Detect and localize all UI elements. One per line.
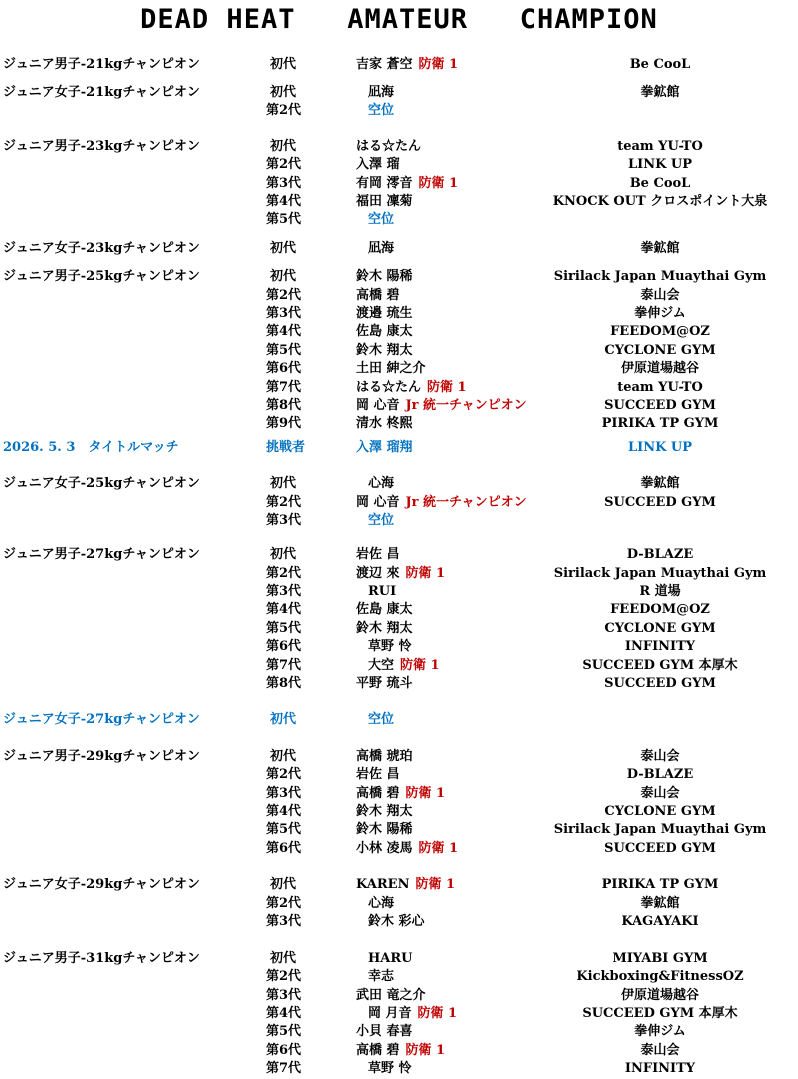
generation: 第4代 <box>266 324 302 339</box>
champion-entry <box>368 711 394 729</box>
champion-name: 心海 <box>368 896 395 911</box>
champion-row <box>0 1023 798 1041</box>
champion-name: RUI <box>368 584 397 599</box>
champion-name: 心海 <box>368 476 395 491</box>
champion-row <box>0 876 798 894</box>
champion-row <box>0 950 798 968</box>
champion-name: 凪海 <box>368 241 395 256</box>
generation: 初代 <box>270 139 297 154</box>
champion-entry <box>356 323 413 341</box>
weight-class: ジュニア男子-25kgチャンピオン <box>3 269 200 284</box>
champion-entry <box>356 821 413 839</box>
champion-row <box>0 240 798 258</box>
defense-note: Jr 統一チャンピオン <box>405 398 527 413</box>
page-title: DEAD HEAT AMATEUR CHAMPION <box>140 4 658 35</box>
gym-name: PIRIKA TP GYM <box>601 877 719 892</box>
champion-row <box>0 512 798 530</box>
generation: 第4代 <box>266 804 302 819</box>
gym-name: PIRIKA TP GYM <box>601 416 719 431</box>
gym-name: FEEDOM@OZ <box>610 324 710 339</box>
weight-class: ジュニア女子-21kgチャンピオン <box>3 85 200 100</box>
champion-entry <box>356 56 458 74</box>
generation: 初代 <box>270 877 297 892</box>
champion-name: 鈴木 翔太 <box>356 621 413 636</box>
champion-name: 土田 紳之介 <box>356 361 426 376</box>
champion-row <box>0 193 798 211</box>
generation: 第2代 <box>266 103 302 118</box>
champion-entry <box>356 546 400 564</box>
champion-name: 佐島 康太 <box>356 602 413 617</box>
champion-row <box>0 748 798 766</box>
gym-name: KAGAYAKI <box>621 914 699 929</box>
champion-row <box>0 342 798 360</box>
champion-name: 鈴木 彩心 <box>368 914 425 929</box>
champion-row <box>0 360 798 378</box>
champion-name: 吉家 蒼空 <box>356 57 413 72</box>
gym-name: SUCCEED GYM <box>604 676 716 691</box>
champion-entry <box>368 895 394 913</box>
champion-entry <box>356 675 413 693</box>
gym-name: FEEDOM@OZ <box>610 602 710 617</box>
champion-entry <box>356 287 400 305</box>
weight-class: ジュニア男子-21kgチャンピオン <box>3 57 200 72</box>
weight-class: ジュニア女子-23kgチャンピオン <box>3 241 200 256</box>
gym-name: SUCCEED GYM <box>604 841 716 856</box>
gym-name: 拳鉱館 <box>640 476 680 491</box>
champion-row <box>0 156 798 174</box>
generation: 初代 <box>270 269 297 284</box>
champion-row <box>0 657 798 675</box>
champion-name: 草野 怜 <box>368 639 412 654</box>
gym-name: Sirilack Japan Muaythai Gym <box>553 822 767 837</box>
champion-row <box>0 968 798 986</box>
generation: 第4代 <box>266 602 302 617</box>
champion-name: 入澤 瑠翔 <box>356 440 413 455</box>
gym-name: 泰山会 <box>640 749 680 764</box>
gym-name: Sirilack Japan Muaythai Gym <box>553 566 767 581</box>
champion-name: 有岡 澪音 <box>356 176 413 191</box>
champion-entry <box>368 1005 457 1023</box>
champion-row <box>0 821 798 839</box>
generation: 第2代 <box>266 157 302 172</box>
generation: 初代 <box>270 476 297 491</box>
champion-row <box>0 323 798 341</box>
champion-row <box>0 840 798 858</box>
generation: 初代 <box>270 547 297 562</box>
generation: 第6代 <box>266 639 302 654</box>
champion-entry <box>368 638 412 656</box>
champion-name: 岩佐 昌 <box>356 767 400 782</box>
generation: 第2代 <box>266 495 302 510</box>
defense-note: 防衛 1 <box>415 877 456 892</box>
champion-row <box>0 439 798 457</box>
gym-name: Kickboxing&FitnessOZ <box>576 969 744 984</box>
champion-row <box>0 620 798 638</box>
defense-note: 防衛 1 <box>427 380 467 395</box>
champion-name: 武田 竜之介 <box>356 988 426 1003</box>
champion-name: 空位 <box>368 513 395 528</box>
champion-name: KAREN <box>356 877 410 892</box>
champion-name: 入澤 瑠 <box>356 157 400 172</box>
generation: 第3代 <box>266 176 302 191</box>
champion-entry <box>356 439 413 457</box>
generation: 初代 <box>270 749 297 764</box>
gym-name: 泰山会 <box>640 288 680 303</box>
champion-name: HARU <box>368 951 413 966</box>
champion-name: 岡 月音 <box>368 1006 412 1021</box>
generation: 初代 <box>270 85 297 100</box>
champion-entry <box>368 968 394 986</box>
generation: 第6代 <box>266 841 302 856</box>
generation: 第7代 <box>266 1061 302 1076</box>
champion-entry <box>356 397 527 415</box>
generation: 第5代 <box>266 822 302 837</box>
champion-row <box>0 175 798 193</box>
generation: 第4代 <box>266 194 302 209</box>
champion-entry <box>356 1042 445 1060</box>
champion-entry <box>368 512 394 530</box>
champion-entry <box>356 766 400 784</box>
defense-note: 防衛 1 <box>418 57 459 72</box>
champion-entry <box>368 950 413 968</box>
champion-entry <box>356 494 527 512</box>
champion-entry <box>368 211 394 229</box>
gym-name: LINK UP <box>627 157 693 172</box>
champion-name: 鈴木 翔太 <box>356 804 413 819</box>
champion-name: 鈴木 陽稀 <box>356 822 413 837</box>
champion-entry <box>368 102 394 120</box>
champion-name: 渡辺 來 <box>356 566 400 581</box>
champion-row <box>0 56 798 74</box>
champion-row <box>0 287 798 305</box>
weight-class: 2026. 5. 3 タイトルマッチ <box>3 440 179 455</box>
champion-name: 大空 <box>368 658 395 673</box>
champion-row <box>0 305 798 323</box>
weight-class: ジュニア男子-31kgチャンピオン <box>3 951 200 966</box>
defense-note: 防衛 1 <box>405 786 446 801</box>
generation: 第5代 <box>266 1024 302 1039</box>
generation: 初代 <box>270 712 297 727</box>
defense-note: 防衛 1 <box>418 841 459 856</box>
gym-name: Be CooL <box>629 176 691 191</box>
generation: 第2代 <box>266 896 302 911</box>
champion-name: はる☆たん <box>356 139 422 154</box>
champion-name: 渡邉 琉生 <box>356 306 413 321</box>
generation: 第5代 <box>266 343 302 358</box>
defense-note: 防衛 1 <box>405 566 446 581</box>
gym-name: 拳鉱館 <box>640 241 680 256</box>
champion-name: 高橋 碧 <box>356 786 400 801</box>
champion-entry <box>356 876 455 894</box>
champion-row <box>0 211 798 229</box>
gym-name: R 道場 <box>639 584 681 599</box>
champion-entry <box>368 657 440 675</box>
generation: 挑戦者 <box>266 440 306 455</box>
champion-name: 鈴木 陽稀 <box>356 269 413 284</box>
generation: 第6代 <box>266 1043 302 1058</box>
champion-name: 草野 怜 <box>368 1061 412 1076</box>
generation: 第9代 <box>266 416 302 431</box>
gym-name: team YU-TO <box>617 380 703 395</box>
champion-entry <box>356 785 445 803</box>
champion-name: 岩佐 昌 <box>356 547 400 562</box>
champion-row <box>0 102 798 120</box>
champion-row <box>0 766 798 784</box>
champion-row <box>0 565 798 583</box>
gym-name: MIYABI GYM <box>612 951 708 966</box>
champion-row <box>0 268 798 286</box>
champion-entry <box>356 379 467 397</box>
generation: 第7代 <box>266 380 302 395</box>
champion-entry <box>356 342 413 360</box>
champion-name: 小林 凌馬 <box>356 841 413 856</box>
gym-name: D-BLAZE <box>626 547 694 562</box>
champion-entry <box>356 987 426 1005</box>
champion-entry <box>356 748 413 766</box>
generation: 第4代 <box>266 1006 302 1021</box>
generation: 初代 <box>270 951 297 966</box>
generation: 第7代 <box>266 658 302 673</box>
generation: 第6代 <box>266 361 302 376</box>
generation: 初代 <box>270 57 297 72</box>
gym-name: 拳鉱館 <box>640 85 680 100</box>
champion-entry <box>368 1060 412 1078</box>
gym-name: INFINITY <box>624 1061 696 1076</box>
generation: 第3代 <box>266 513 302 528</box>
champion-row <box>0 987 798 1005</box>
champion-entry <box>356 840 458 858</box>
generation: 初代 <box>270 241 297 256</box>
champion-entry <box>368 913 425 931</box>
champion-name: 空位 <box>368 103 395 118</box>
generation: 第3代 <box>266 306 302 321</box>
champion-row <box>0 546 798 564</box>
champion-name: 小貝 春喜 <box>356 1024 413 1039</box>
champion-entry <box>368 583 396 601</box>
gym-name: CYCLONE GYM <box>604 621 716 636</box>
champion-entry <box>368 240 394 258</box>
champion-entry <box>356 1023 413 1041</box>
gym-name: SUCCEED GYM <box>604 495 716 510</box>
champion-row <box>0 1005 798 1023</box>
generation: 第2代 <box>266 566 302 581</box>
gym-name: SUCCEED GYM <box>604 398 716 413</box>
weight-class: ジュニア男子-27kgチャンピオン <box>3 547 200 562</box>
champion-entry <box>368 84 394 102</box>
champion-name: 岡 心音 <box>356 398 400 413</box>
gym-name: team YU-TO <box>617 139 703 154</box>
champion-entry <box>356 565 445 583</box>
generation: 第5代 <box>266 212 302 227</box>
champion-entry <box>356 360 426 378</box>
champion-name: 佐島 康太 <box>356 324 413 339</box>
defense-note: Jr 統一チャンピオン <box>405 495 527 510</box>
champion-name: 高橋 琥珀 <box>356 749 413 764</box>
champion-name: 鈴木 翔太 <box>356 343 413 358</box>
gym-name: CYCLONE GYM <box>604 343 716 358</box>
weight-class: ジュニア男子-23kgチャンピオン <box>3 139 200 154</box>
generation: 第3代 <box>266 914 302 929</box>
champion-name: 空位 <box>368 712 395 727</box>
champion-row <box>0 84 798 102</box>
champion-row <box>0 638 798 656</box>
champion-entry <box>356 175 458 193</box>
defense-note: 防衛 1 <box>418 176 459 191</box>
champion-row <box>0 379 798 397</box>
champion-row <box>0 475 798 493</box>
champion-entry <box>356 268 413 286</box>
champion-name: 福田 凜菊 <box>356 194 413 209</box>
generation: 第2代 <box>266 969 302 984</box>
champion-entry <box>356 803 413 821</box>
champion-name: 清水 柊熙 <box>356 416 413 431</box>
gym-name: SUCCEED GYM 本厚木 <box>582 658 738 673</box>
weight-class: ジュニア女子-29kgチャンピオン <box>3 877 200 892</box>
gym-name: INFINITY <box>624 639 696 654</box>
gym-name: KNOCK OUT クロスポイント大泉 <box>552 194 768 209</box>
champion-name: 高橋 碧 <box>356 1043 400 1058</box>
gym-name: 伊原道場越谷 <box>620 988 699 1003</box>
gym-name: SUCCEED GYM 本厚木 <box>582 1006 738 1021</box>
weight-class: ジュニア女子-25kgチャンピオン <box>3 476 200 491</box>
defense-note: 防衛 1 <box>405 1043 446 1058</box>
gym-name: Sirilack Japan Muaythai Gym <box>553 269 767 284</box>
champion-entry <box>356 193 413 211</box>
champion-row <box>0 1060 798 1078</box>
champion-name: 岡 心音 <box>356 495 400 510</box>
champion-row <box>0 415 798 433</box>
champion-entry <box>356 305 413 323</box>
champion-entry <box>356 620 413 638</box>
generation: 第8代 <box>266 398 302 413</box>
generation: 第5代 <box>266 621 302 636</box>
generation: 第2代 <box>266 767 302 782</box>
champion-row <box>0 1042 798 1060</box>
gym-name: Be CooL <box>629 57 691 72</box>
gym-name: 伊原道場越谷 <box>620 361 699 376</box>
generation: 第3代 <box>266 584 302 599</box>
gym-name: 拳鉱館 <box>640 896 680 911</box>
champion-entry <box>356 156 400 174</box>
champion-entry <box>356 415 413 433</box>
champion-row <box>0 138 798 156</box>
champion-row <box>0 785 798 803</box>
weight-class: ジュニア女子-27kgチャンピオン <box>3 712 200 727</box>
gym-name: CYCLONE GYM <box>604 804 716 819</box>
champion-entry <box>356 601 413 619</box>
champion-name: はる☆たん <box>356 380 422 395</box>
gym-name: D-BLAZE <box>626 767 694 782</box>
gym-name: 拳伸ジム <box>634 1024 686 1039</box>
champion-row <box>0 601 798 619</box>
defense-note: 防衛 1 <box>400 658 440 673</box>
champion-name: 平野 琉斗 <box>356 676 413 691</box>
gym-name: 拳伸ジム <box>634 306 686 321</box>
champion-row <box>0 397 798 415</box>
gym-name: 泰山会 <box>640 786 680 801</box>
defense-note: 防衛 1 <box>417 1006 458 1021</box>
champion-name: 幸志 <box>368 969 395 984</box>
champion-name: 凪海 <box>368 85 395 100</box>
champion-entry <box>368 475 394 493</box>
champion-row <box>0 711 798 729</box>
champion-entry <box>356 138 421 156</box>
gym-name: LINK UP <box>627 440 693 455</box>
champion-row <box>0 675 798 693</box>
generation: 第3代 <box>266 988 302 1003</box>
gym-name: 泰山会 <box>640 1043 680 1058</box>
champion-name: 高橋 碧 <box>356 288 400 303</box>
champion-row <box>0 913 798 931</box>
champion-row <box>0 494 798 512</box>
champion-name: 空位 <box>368 212 395 227</box>
generation: 第3代 <box>266 786 302 801</box>
champion-row <box>0 803 798 821</box>
weight-class: ジュニア男子-29kgチャンピオン <box>3 749 200 764</box>
generation: 第2代 <box>266 288 302 303</box>
champion-row <box>0 583 798 601</box>
generation: 第8代 <box>266 676 302 691</box>
champion-row <box>0 895 798 913</box>
